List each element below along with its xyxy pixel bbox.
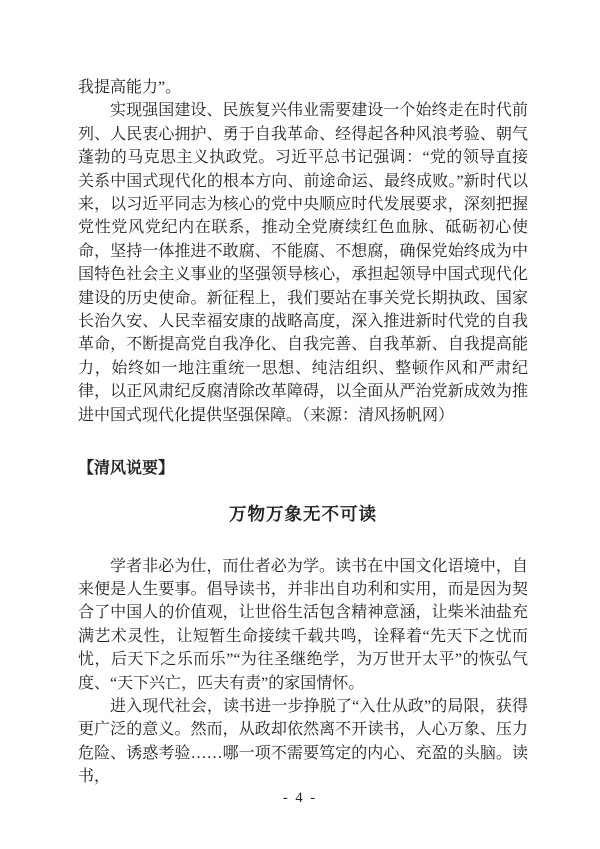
article-title: 万物万象无不可读 bbox=[229, 503, 377, 524]
paragraph-continuation: 我提高能力”。 bbox=[78, 79, 182, 96]
article-paragraph-2: 进入现代社会，读书进一步挣脱了“入仕从政”的局限，获得更广泛的意义。然而，从政却依然离不开读书，人心万象、压力危险、诱惑考验……哪一项不需要笃定的内心、充盈的头脑。读书， bbox=[78, 697, 528, 786]
page-number: - 4 - bbox=[282, 790, 318, 806]
article-paragraph-1: 学者非必为仕，而仕者必为学。读书在中国文化语境中，自来便是人生要事。倡导读书，并非出自功利和实用，而是因为契合了中国人的价值观，让世俗生活包含精神意涵，让柴米油盐充满艺术灵性，让短暂生命接续千载共鸣，诠释着“先天下之忧而忧，后天下之乐而乐”“为往圣继绝学，为万世开太平”的恢弘气度、“天下兴亡，匹夫有责”的家国情怀。 bbox=[78, 557, 528, 692]
paragraph-news-party-building: 实现强国建设、民族复兴伟业需要建设一个始终走在时代前列、人民衷心拥护、勇于自我革命、经得起各种风浪考验、朝气蓬勃的马克思主义执政党。习近平总书记强调：“党的领导直接关系中国式现代化的根本方向、前途命运、最终成败。”新时代以来，以习近平同志为核心的党中央顺应时代发展要求，深刻把握党性党风党纪内在联系，推动全党赓续红色血脉、砥砺初心使命，坚持一体推进不敢腐、不能腐、不想腐，确保党始终成为中国特色社会主义事业的坚强领导核心，承担起领导中国式现代化建设的历史使命。新征程上，我们要站在事关党长期执政、国家长治久安、人民幸福安康的战略高度，深入推进新时代党的自我革命，不断提高党自我净化、自我完善、自我革新、自我提高能力，始终如一地注重统一思想、纯洁组织、整顿作风和严肃纪律，以正风肃纪反腐清除改革障碍，以全面从严治党新成效为推进中国式现代化提供坚强保障。（来源：清风扬帆网） bbox=[78, 102, 528, 424]
section-header-qingfeng-shuoyao: 【清风说要】 bbox=[78, 460, 175, 478]
